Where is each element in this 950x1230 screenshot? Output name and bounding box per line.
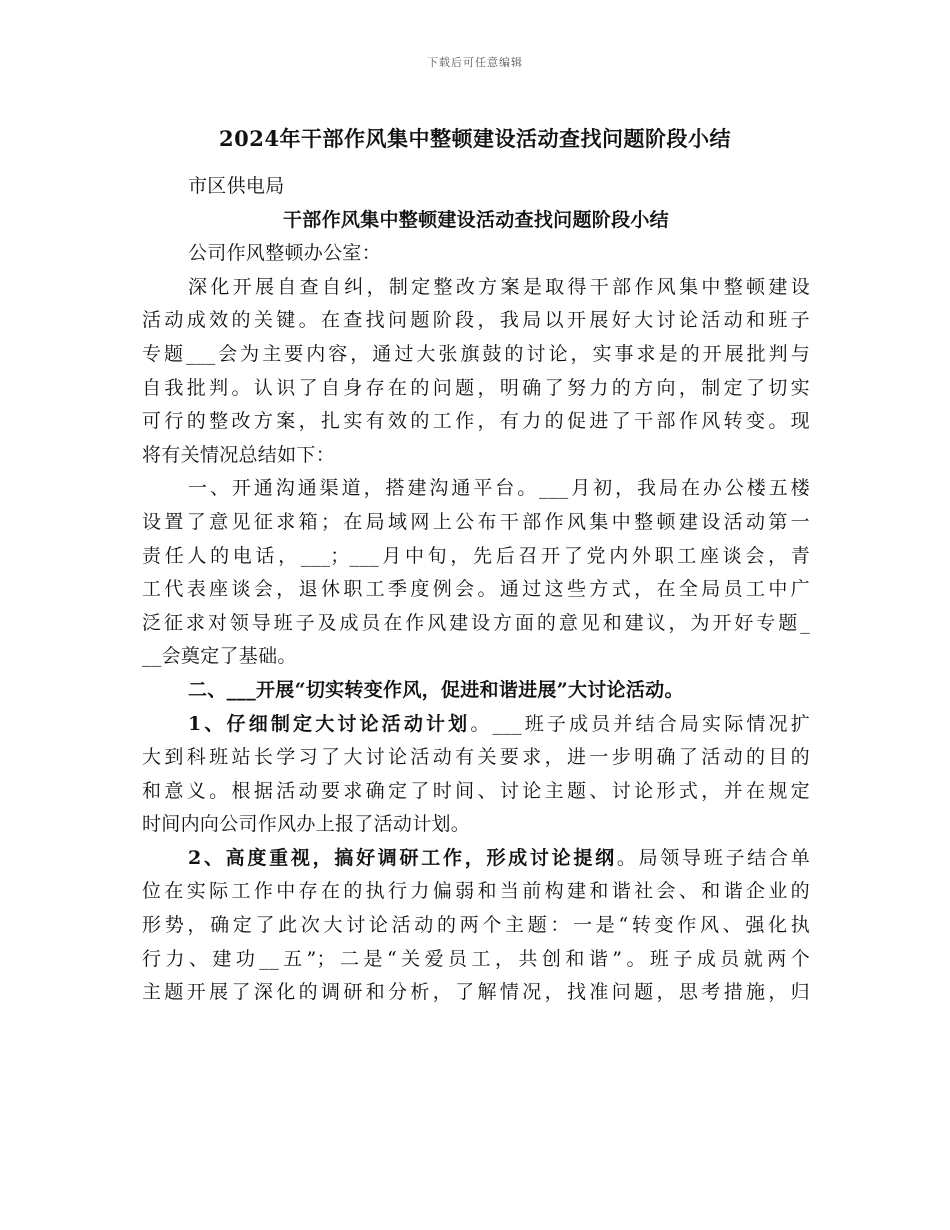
paragraph-item-two bbox=[142, 842, 810, 1010]
text-line: 专题___会为主要内容，通过大张旗鼓的讨论，实事求是的开展批判与 bbox=[142, 342, 810, 365]
text-line: 一、开通沟通渠道，搭建沟通平台。___月初，我局在办公楼五楼 bbox=[188, 477, 810, 500]
item-one-text: 。___班子成员并结合局实际情况扩 bbox=[470, 712, 810, 735]
text-line: 位在实际工作中存在的执行力偏弱和当前构建和谐社会、和谐企业的 bbox=[142, 880, 810, 903]
text-line: 行力、建功__五”；二是“关爱员工，共创和谐”。班子成员就两个 bbox=[142, 947, 810, 970]
document-subtitle: 干部作风集中整顿建设活动查找问题阶段小结 bbox=[282, 208, 669, 231]
text-line: 工代表座谈会，退休职工季度例会。通过这些方式，在全局员工中广 bbox=[142, 578, 810, 601]
text-line: 和意义。根据活动要求确定了时间、讨论主题、讨论形式，并在规定 bbox=[142, 779, 810, 802]
text-line: 形势，确定了此次大讨论活动的两个主题：一是“转变作风、强化执 bbox=[142, 914, 810, 937]
document-body bbox=[142, 170, 810, 1010]
text-line: 将有关情况总结如下： bbox=[142, 443, 336, 466]
text-line: 责任人的电话，___；___月中旬，先后召开了党内外职工座谈会，青 bbox=[142, 544, 810, 567]
text-line: 自我批判。认识了自身存在的问题，明确了努力的方向，制定了切实 bbox=[142, 376, 810, 399]
item-one-lead: 1、仔细制定大讨论活动计划 bbox=[188, 712, 471, 735]
paragraph-section-one bbox=[142, 472, 810, 674]
section-two-heading: 二、___开展“切实转变作风，促进和谐进展”大讨论活动。 bbox=[188, 678, 684, 701]
text-line: 主题开展了深化的调研和分析，了解情况，找准问题，思考措施，归 bbox=[142, 981, 810, 1004]
text-line bbox=[142, 842, 810, 876]
header-note: 下载后可任意编辑 bbox=[427, 56, 523, 69]
text-line: 可行的整改方案，扎实有效的工作，有力的促进了干部作风转变。现 bbox=[142, 410, 810, 433]
recipient-line: 公司作风整顿办公室： bbox=[188, 242, 382, 265]
paragraph-intro bbox=[142, 271, 810, 473]
text-line: 时间内向公司作风办上报了活动计划。 bbox=[142, 813, 471, 836]
text-line: 设置了意见征求箱；在局域网上公布干部作风集中整顿建设活动第一 bbox=[142, 510, 810, 533]
text-line bbox=[142, 708, 810, 742]
text-line: __会奠定了基础。 bbox=[142, 645, 297, 668]
text-line: 大到科班站长学习了大讨论活动有关要求，进一步明确了活动的目的 bbox=[142, 746, 810, 769]
document-title: 2024年干部作风集中整顿建设活动查找问题阶段小结 bbox=[219, 126, 731, 151]
item-two-text: 。局领导班子结合单 bbox=[616, 846, 810, 869]
item-two-lead: 2、高度重视，搞好调研工作，形成讨论提纲 bbox=[188, 846, 617, 869]
paragraph-item-one bbox=[142, 708, 810, 842]
organization-name: 市区供电局 bbox=[188, 175, 285, 197]
text-line: 深化开展自查自纠，制定整改方案是取得干部作风集中整顿建设 bbox=[188, 275, 810, 298]
text-line: 活动成效的关键。在查找问题阶段，我局以开展好大讨论活动和班子 bbox=[142, 309, 810, 332]
text-line: 泛征求对领导班子及成员在作风建设方面的意见和建议，为开好专题_ bbox=[142, 611, 810, 634]
